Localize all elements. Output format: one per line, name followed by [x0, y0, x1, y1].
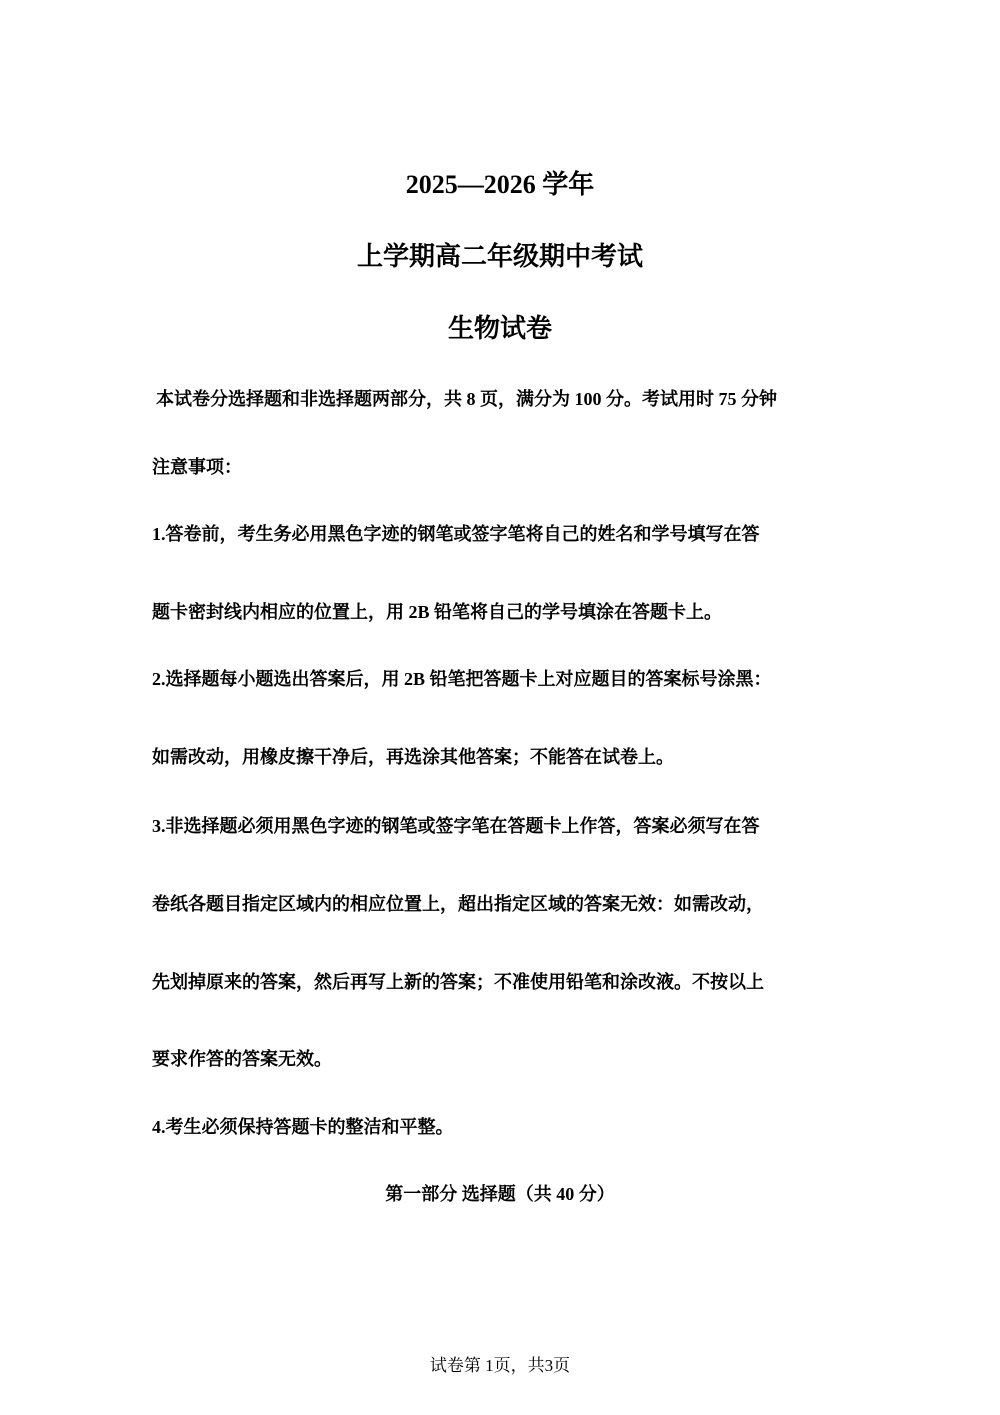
note-1-line-1: 1.答卷前，考生务必用黑色字迹的钢笔或签字笔将自己的姓名和学号填写在答 — [152, 524, 760, 544]
note-2-line-2: 如需改动，用橡皮擦干净后，再选涂其他答案；不能答在试卷上。 — [152, 747, 674, 767]
note-3-line-3: 先划掉原来的答案，然后再写上新的答案；不准使用铅笔和涂改液。不按以上 — [152, 972, 764, 992]
note-3-line-2: 卷纸各题目指定区域内的相应位置上，超出指定区域的答案无效：如需改动， — [152, 894, 764, 914]
note-4-line-1: 4.考生必须保持答题卡的整洁和平整。 — [152, 1117, 454, 1137]
page-footer: 试卷第 1页，共3页 — [429, 1356, 571, 1375]
subject-title: 生物试卷 — [447, 314, 552, 343]
intro-text: 本试卷分选择题和非选择题两部分，共 8 页，满分为 100 分。考试用时 75 分钟 — [156, 389, 777, 409]
notice-title: 注意事项： — [152, 457, 242, 477]
section-heading: 第一部分 选择题（共 40 分） — [385, 1184, 615, 1204]
exam-title: 上学期高二年级期中考试 — [356, 242, 643, 271]
school-year-title: 2025—2026 学年 — [405, 170, 595, 199]
note-2-line-1: 2.选择题每小题选出答案后，用 2B 铅笔把答题卡上对应题目的答案标号涂黑： — [152, 669, 772, 689]
note-1-line-2: 题卡密封线内相应的位置上，用 2B 铅笔将自己的学号填涂在答题卡上。 — [152, 602, 723, 622]
note-3-line-4: 要求作答的答案无效。 — [152, 1049, 332, 1069]
note-3-line-1: 3.非选择题必须用黑色字迹的钢笔或签字笔在答题卡上作答，答案必须写在答 — [152, 816, 760, 836]
